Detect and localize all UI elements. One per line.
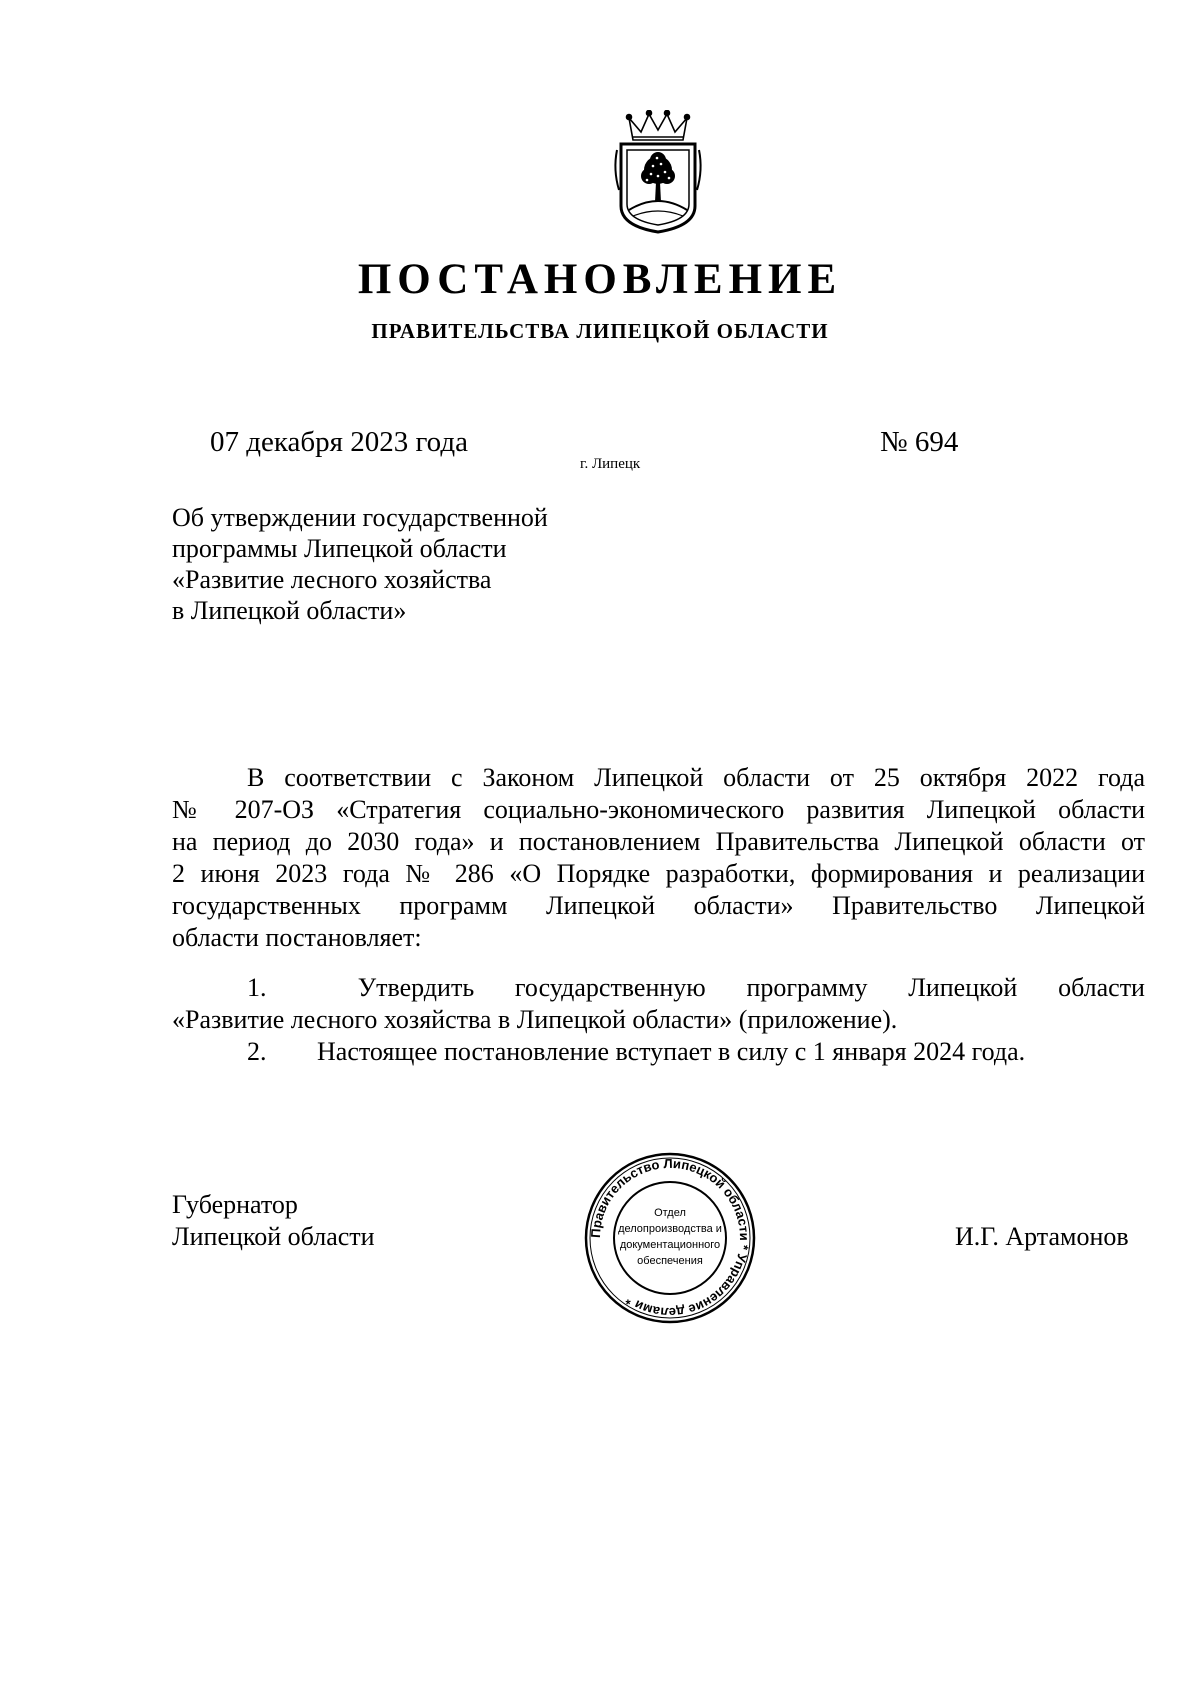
position-line: Губернатор: [172, 1190, 298, 1219]
item-word: государственную: [514, 973, 706, 1002]
item-word: программу: [746, 973, 868, 1002]
svg-text:Правительство Липецкой области: [588, 1156, 752, 1320]
resolution-item-2: [172, 1036, 1145, 1068]
document-number: № 694: [880, 426, 959, 458]
stamp-outer-text: Правительство Липецкой области * Управление делами *: [587, 1155, 753, 1321]
stamp-inner-line: обеспечения: [637, 1255, 703, 1267]
item-word: Утвердить: [357, 973, 475, 1002]
item-number: 1.: [247, 973, 267, 1002]
document-issuer: ПРАВИТЕЛЬСТВА ЛИПЕЦКОЙ ОБЛАСТИ: [371, 319, 829, 343]
resolution-item-1: [172, 972, 1145, 1036]
preamble-paragraph: [172, 762, 1145, 954]
coat-of-arms-emblem: [611, 110, 705, 235]
document-title: ПОСТАНОВЛЕНИЕ: [357, 256, 843, 303]
item-word: Липецкой: [908, 973, 1018, 1002]
position-line: Липецкой области: [172, 1222, 375, 1251]
stamp-inner-line: делопроизводства и: [618, 1223, 722, 1235]
preamble-line: 2 июня 2023 года № 286 «О Порядке разработки, формирования и реализации: [172, 859, 1145, 888]
subject-line: в Липецкой области»: [172, 596, 407, 625]
preamble-line: государственных программ Липецкой области» Правительство Липецкой: [172, 891, 1145, 920]
signatory-position: [172, 1189, 375, 1253]
resolution-items: [172, 972, 1145, 1068]
official-stamp: [582, 1150, 758, 1326]
document-subject: [172, 502, 548, 626]
preamble-line: области постановляет:: [172, 923, 422, 952]
preamble-line: В соответствии с Законом Липецкой области от 25 октября 2022 года: [247, 763, 1145, 792]
preamble-line: на период до 2030 года» и постановлением Правительства Липецкой области от: [172, 827, 1145, 856]
item-word: области: [1058, 973, 1145, 1002]
stamp-inner-line: Отдел: [654, 1207, 686, 1219]
stamp-inner-line: документационного: [619, 1239, 721, 1251]
item-text: Настоящее постановление вступает в силу с 1 января 2024 года.: [317, 1037, 1026, 1066]
signatory-name: И.Г. Артамонов: [955, 1222, 1129, 1251]
item-1-second-line: «Развитие лесного хозяйства в Липецкой области» (приложение).: [172, 1005, 898, 1034]
preamble-line: № 207-ОЗ «Стратегия социально-экономического развития Липецкой области: [172, 795, 1145, 824]
subject-line: Об утверждении государственной: [172, 503, 548, 532]
item-1-first-line: [172, 972, 1145, 1004]
document-city: г. Липецк: [580, 456, 641, 472]
subject-line: программы Липецкой области: [172, 534, 507, 563]
item-number: 2.: [247, 1037, 267, 1066]
subject-line: «Развитие лесного хозяйства: [172, 565, 492, 594]
document-date: 07 декабря 2023 года: [210, 426, 468, 458]
